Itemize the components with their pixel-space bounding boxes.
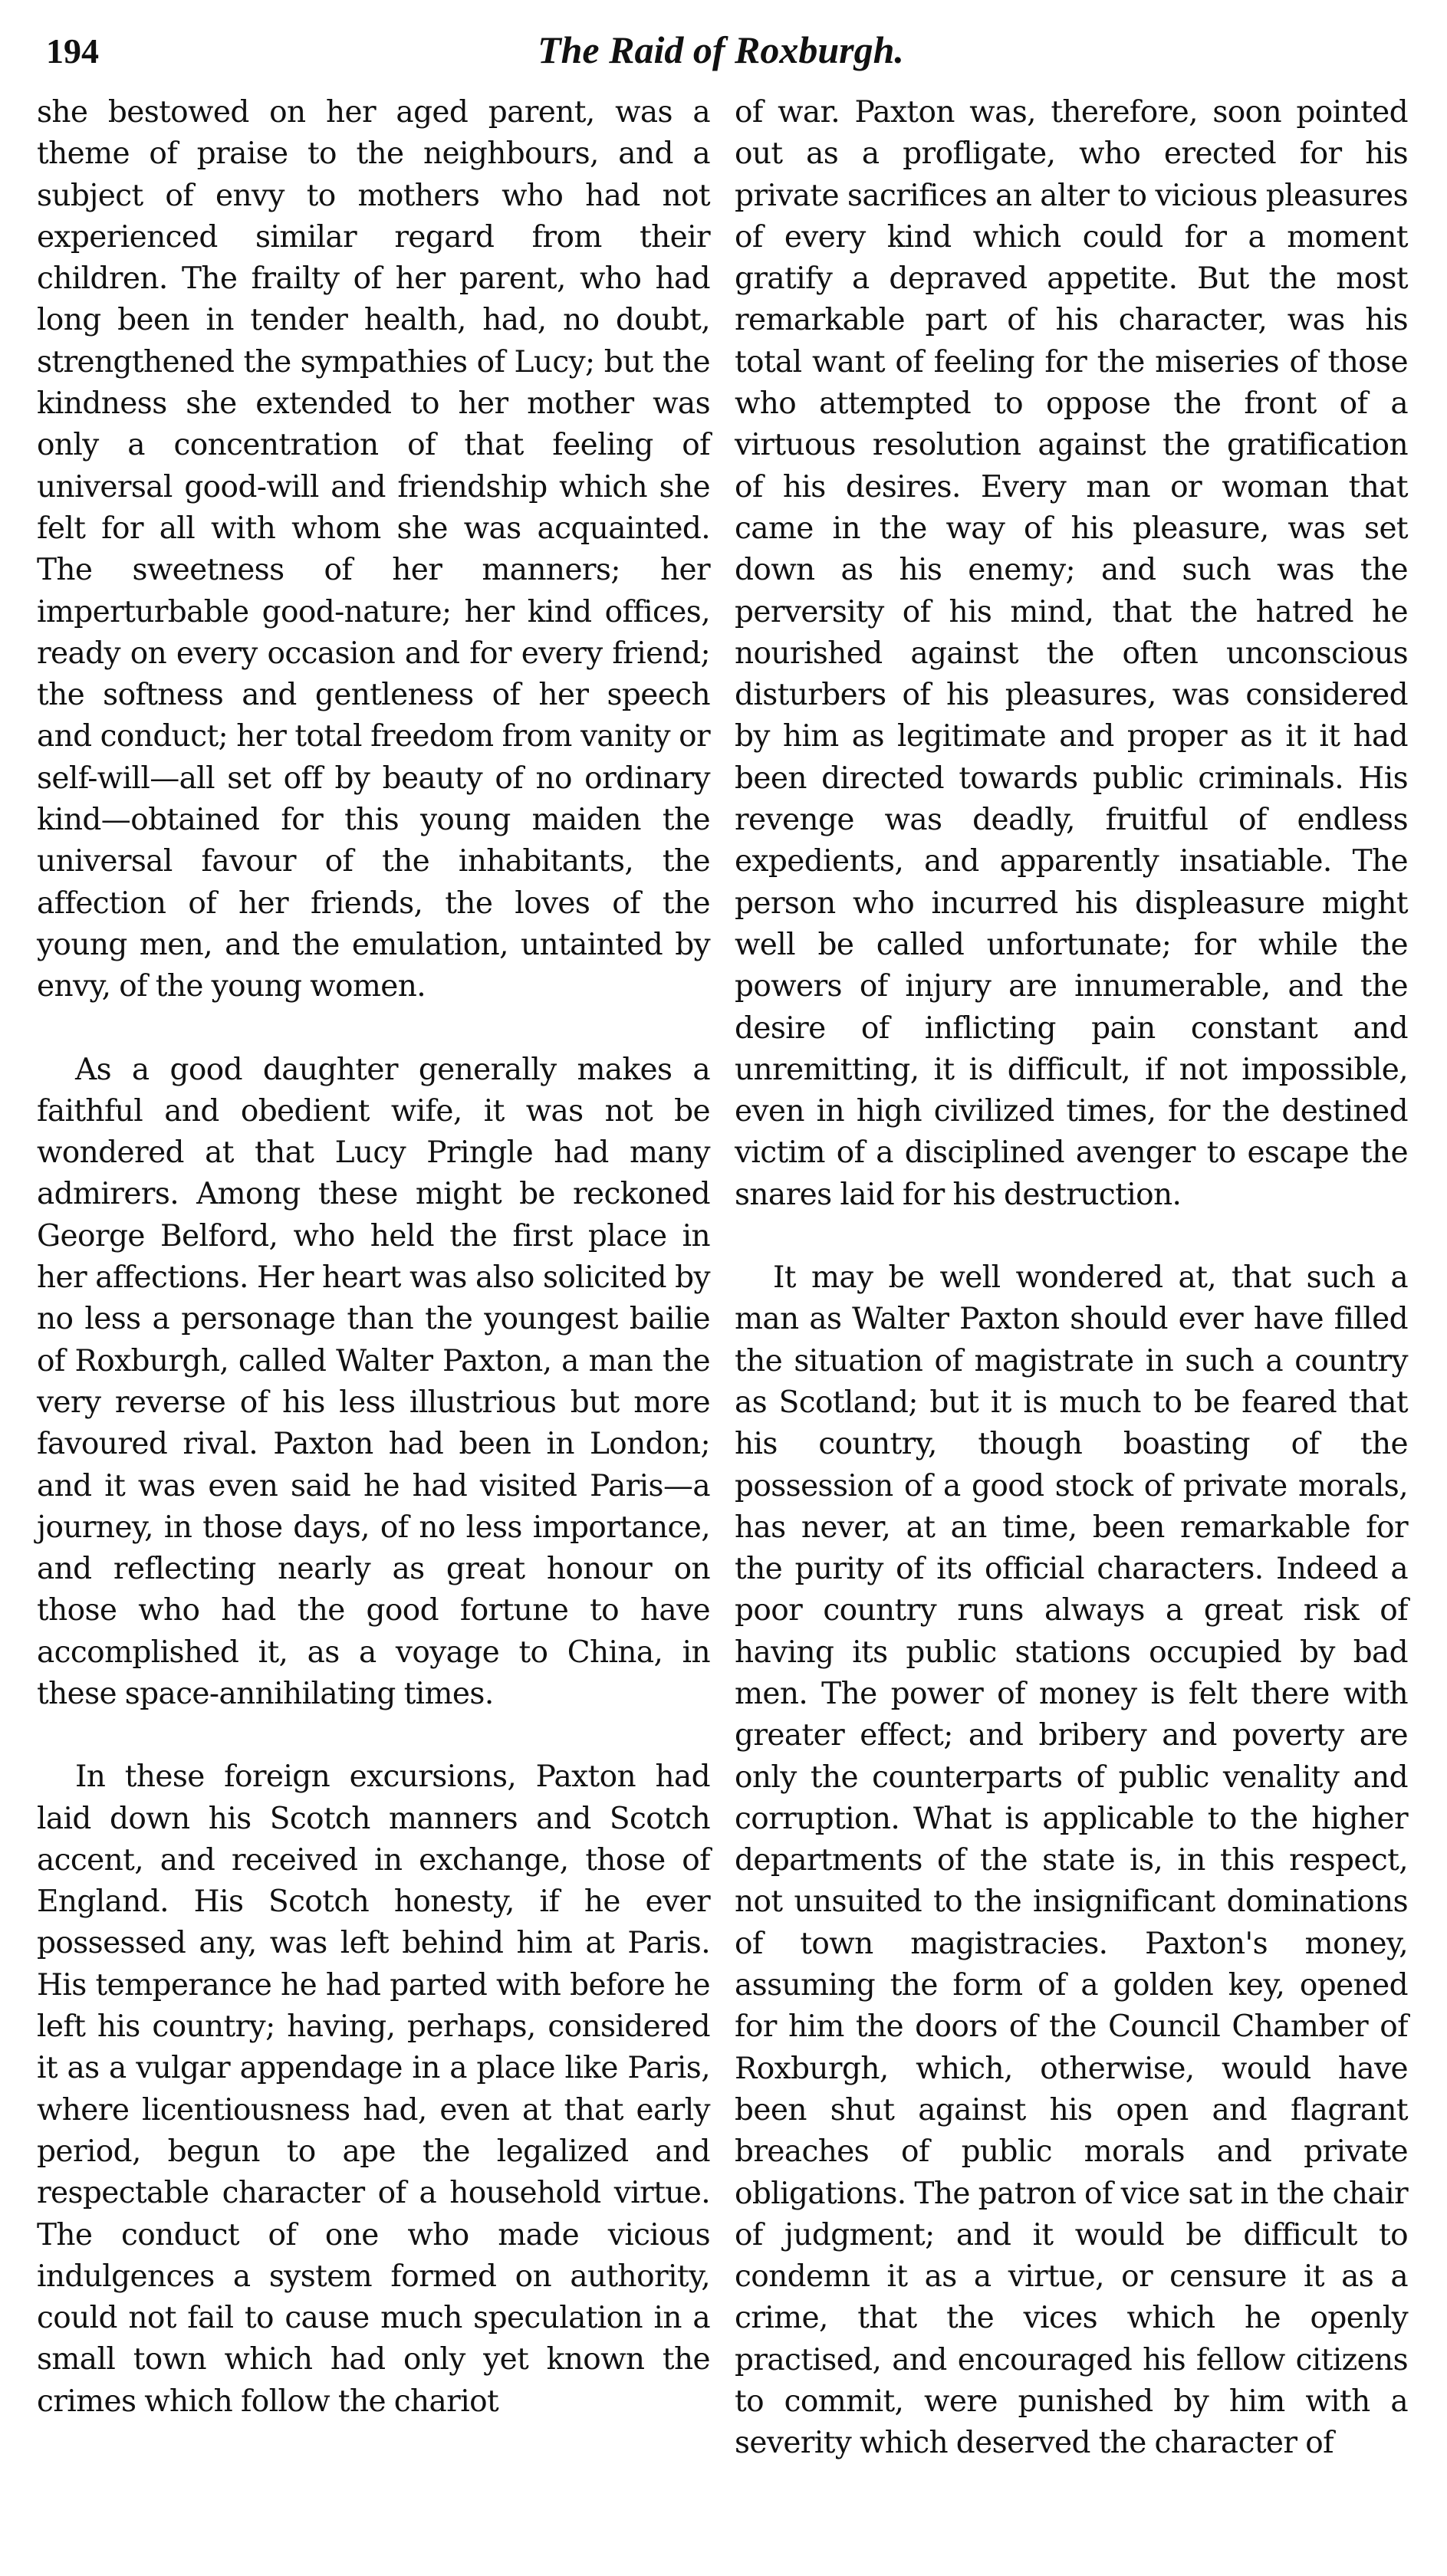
left-column xyxy=(37,92,710,2423)
paragraph: It may be well wondered at, that such a man as Walter Paxton should ever have filled the situation of magistrate in such a country as Scotland; but it is much to be feared that his country, though boasting of the possession of a good stock of private morals, has never, at an time, been remarkable for the purity of its official characters. Indeed a poor country runs always a great risk of having its public stations occupied by bad men. The power of money is felt there with greater effect; and bribery and poverty are only the counterparts of public venality and corruption. What is applicable to the higher departments of the state is, in this respect, not unsuited to the insignificant dominations of town magistracies. Paxton's money, assuming the form of a golden key, opened for him the doors of the Council Chamber of Roxburgh, which, otherwise, would have been shut against his open and flagrant breaches of public morals and private obligations. The patron of vice sat in the chair of judgment; and it would be difficult to condemn it as a virtue, or censure it as a crime, that the vices which he openly practised, and encouraged his fellow citizens to commit, were punished by him with a severity which deserved the character of xyxy=(735,1260,1408,2461)
running-title: The Raid of Roxburgh. xyxy=(538,28,904,71)
paragraph: she bestowed on her aged parent, was a theme of praise to the neighbours, and a subject of envy to mothers who had not experienced similar regard from their children. The frailty of her parent, who had long been in tender health, had, no doubt, strengthened the sympathies of Lucy; but the kindness she extended to her mother was only a concentration of that feeling of universal good-will and friendship which she felt for all with whom she was acquainted. The sweetness of her manners; her imperturbable good-nature; her kind offices, ready on every occasion and for every friend; the softness and gentleness of her speech and conduct; her total freedom from vanity or self-will—all set off by beauty of no ordinary kind—obtained for this young maiden the universal favour of the inhabitants, the affection of her friends, the loves of the young men, and the emulation, untainted by envy, of the young women. xyxy=(37,95,710,1004)
right-column xyxy=(735,92,1408,2465)
paragraph: As a good daughter generally makes a faithful and obedient wife, it was not be wondered at that Lucy Pringle had many admirers. Among these might be reckoned George Belford, who held the first place in her affections. Her heart was also solicited by no less a personage than the youngest bailie of Roxburgh, called Walter Paxton, a man the very reverse of his less illustrious but more favoured rival. Paxton had been in London; and it was even said he had visited Paris—a journey, in those days, of no less importance, and reflecting nearly as great honour on those who had the good fortune to have accomplished it, as a voyage to China, in these space-annihilating times. xyxy=(37,1052,710,1711)
page-number: 194 xyxy=(46,31,99,71)
paragraph: In these foreign excursions, Paxton had laid down his Scotch manners and Scotch accent, and received in exchange, those of England. His Scotch honesty, if he ever possessed any, was left behind him at Paris. His temperance he had parted with before he left his country; having, perhaps, considered it as a vulgar appendage in a place like Paris, where licentiousness had, even at that early period, begun to ape the legalized and respectable character of a household virtue. The conduct of one who made vicious indulgences a system formed on authority, could not fail to cause much speculation in a small town which had only yet known the crimes which follow the chariot xyxy=(37,1760,710,2419)
paragraph: of war. Paxton was, therefore, soon pointed out as a profligate, who erected for his private sacrifices an alter to vicious pleasures of every kind which could for a moment gratify a depraved appetite. But the most remarkable part of his character, was his total want of feeling for the miseries of those who attempted to oppose the front of a virtuous resolution against the gratification of his desires. Every man or woman that came in the way of his pleasure, was set down as his enemy; and such was the perversity of his mind, that the hatred he nourished against the often unconscious disturbers of his pleasures, was considered by him as legitimate and proper as it it had been directed towards public criminals. His revenge was deadly, fruitful of endless expedients, and apparently insatiable. The person who incurred his displeasure might well be called unfortunate; for while the powers of injury are innumerable, and the desire of inflicting pain constant and unremitting, it is difficult, if not impossible, even in high civilized times, for the destined victim of a disciplined avenger to escape the snares laid for his destruction. xyxy=(735,95,1408,1212)
